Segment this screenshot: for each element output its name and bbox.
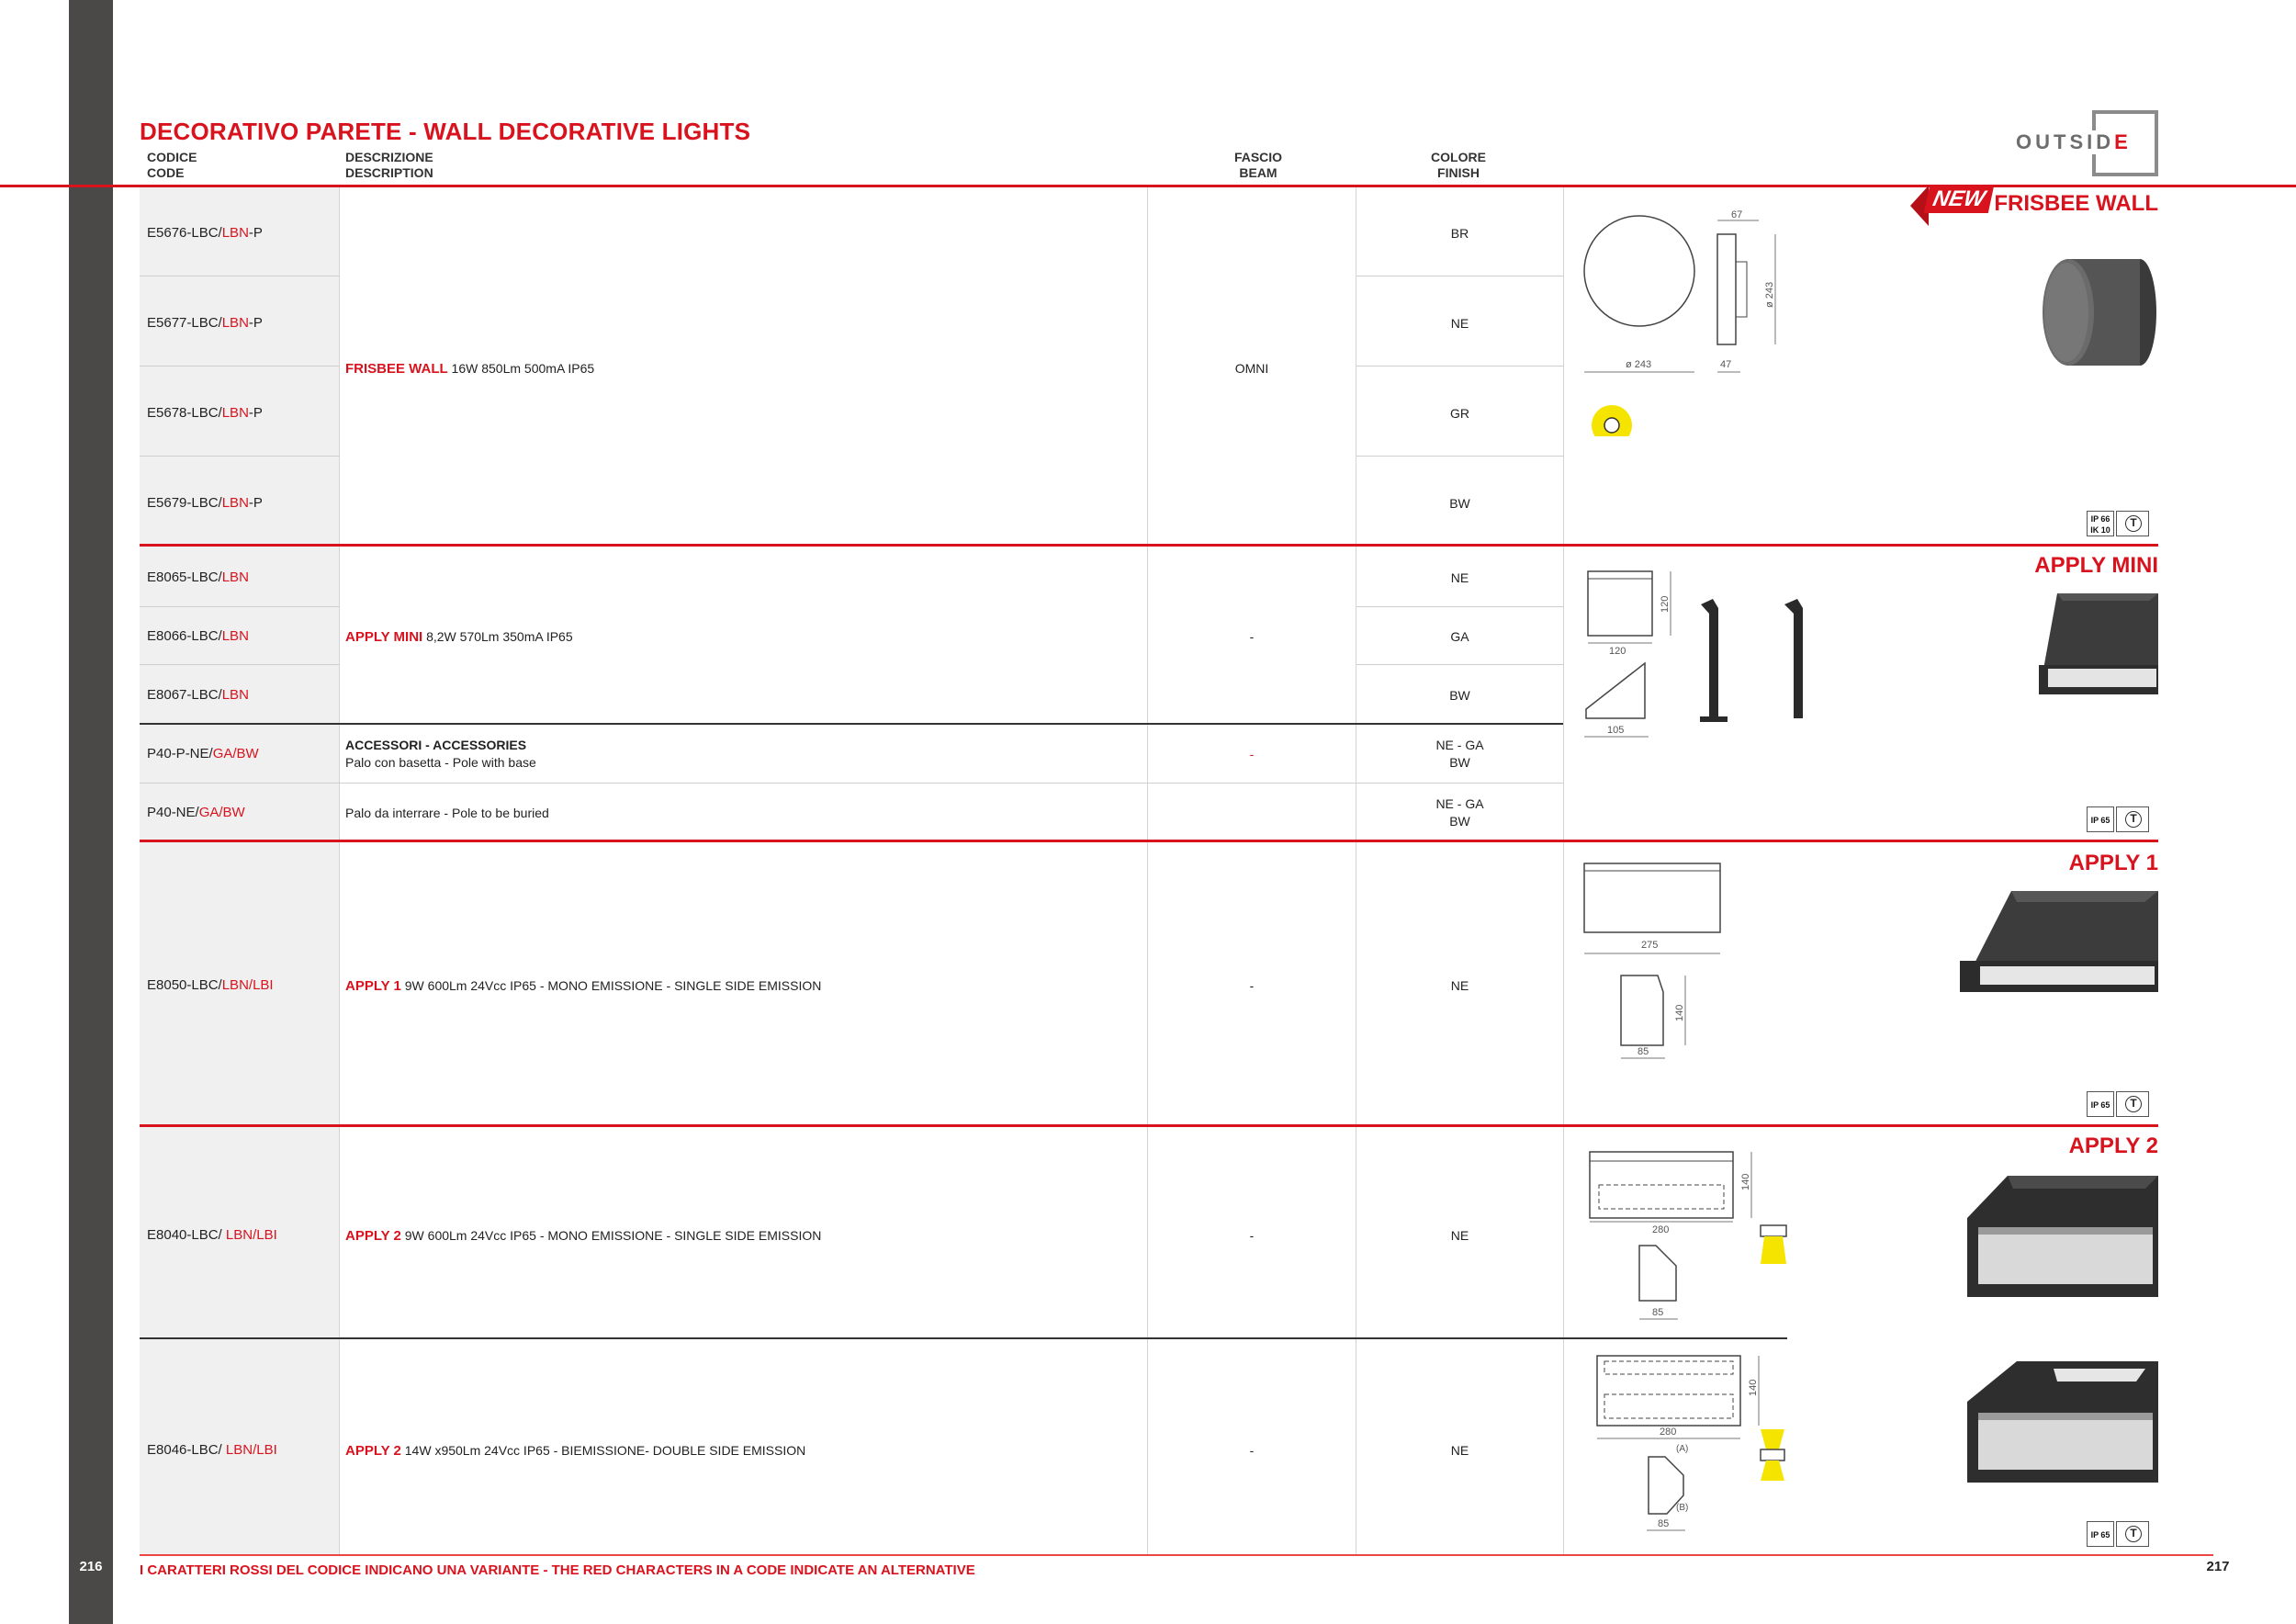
dimension-label: 140 (1748, 1379, 1759, 1396)
label-b: (B) (1676, 1503, 1689, 1513)
row-divider (140, 1337, 1787, 1339)
product-title-frisbee-wall: FRISBEE WALL (1994, 191, 2158, 216)
product-code: E5677-LBC/LBN-P (147, 315, 263, 331)
row-divider (1356, 456, 1564, 457)
accessories-header: ACCESSORI - ACCESSORIES (345, 738, 527, 752)
frisbee-technical-drawing (1575, 207, 1795, 436)
column-header-finish-en: FINISH (1437, 165, 1480, 180)
page-number-left: 216 (79, 1559, 103, 1574)
product-code: E8067-LBC/LBN (147, 687, 249, 703)
section-rule (140, 1124, 2158, 1127)
row-divider (140, 606, 340, 607)
column-header-beam-en: BEAM (1239, 165, 1277, 180)
dimension-label: 120 (1660, 595, 1671, 613)
apply-2-single-technical-drawing (1575, 1139, 1795, 1332)
row-divider (140, 456, 340, 457)
page-title: DECORATIVO PARETE - WALL DECORATIVE LIGHTS (140, 118, 751, 145)
row-divider (140, 366, 340, 367)
left-sidebar-strip (69, 0, 113, 1624)
finish-value: NE (1450, 570, 1469, 585)
badge-surface-temperature: T (2116, 1521, 2149, 1547)
dimension-label: 105 (1607, 725, 1625, 736)
column-header-description-it: DESCRIZIONE (345, 150, 433, 164)
dimension-label: ø 243 (1764, 281, 1775, 308)
emission-diagram (1761, 1429, 1784, 1449)
product-code: E5676-LBC/LBN-P (147, 225, 263, 241)
beam-value: - (1249, 1443, 1255, 1458)
product-title-apply-1: APPLY 1 (2068, 851, 2158, 875)
product-description: APPLY 2 14W x950Lm 24Vcc IP65 - BIEMISSIONE- DOUBLE SIDE EMISSION (345, 1443, 806, 1459)
row-divider (1356, 606, 1564, 607)
apply-2-double-technical-drawing (1575, 1348, 1795, 1541)
product-code: E5678-LBC/LBN-P (147, 405, 263, 421)
dimension-label: 120 (1609, 646, 1626, 657)
row-divider (140, 664, 340, 665)
badge-surface-temperature: T (2116, 806, 2149, 832)
product-code: E8066-LBC/LBN (147, 628, 249, 644)
accessory-description (345, 737, 536, 772)
row-divider (1356, 664, 1564, 665)
finish-value: NE - GA BW (1435, 796, 1484, 829)
grid-vline-desc (1147, 187, 1148, 1554)
accessories-divider (140, 723, 1563, 725)
footer-rule (140, 1554, 2213, 1556)
row-divider (140, 783, 1563, 784)
dimension-label: 280 (1652, 1224, 1670, 1235)
accessory-desc-pole-with-base: Palo con basetta - Pole with base (345, 755, 536, 770)
dimension-label: 67 (1731, 209, 1743, 220)
badge-surface-temperature: T (2116, 1091, 2149, 1117)
column-header-description (345, 150, 433, 181)
apply-2-double-product-photo (1962, 1352, 2160, 1490)
product-description: APPLY 1 9W 600Lm 24Vcc IP65 - MONO EMISSIONE - SINGLE SIDE EMISSION (345, 978, 822, 994)
row-divider (1356, 366, 1564, 367)
finish-value: BW (1449, 496, 1470, 511)
finish-value: BR (1450, 226, 1469, 241)
product-description: FRISBEE WALL 16W 850Lm 500mA IP65 (345, 361, 595, 377)
column-header-code-it: CODICE (147, 150, 197, 164)
dimension-label: 47 (1720, 359, 1732, 370)
section-rule (140, 840, 2158, 842)
finish-value: NE (1450, 1443, 1469, 1458)
badge-ip-rating: IP 65 (2087, 1521, 2114, 1547)
dimension-label: 85 (1658, 1518, 1670, 1529)
logo-text: OUTSIDE (2016, 130, 2135, 154)
beam-value: - (1249, 747, 1255, 761)
beam-value: - (1249, 978, 1255, 993)
apply-1-technical-drawing (1575, 854, 1759, 1066)
finish-value: NE (1450, 978, 1469, 993)
badge-ip-rating: IP 65 (2087, 1091, 2114, 1117)
grid-vline-code (339, 187, 340, 1554)
code-column-background (140, 187, 339, 1554)
beam-value: OMNI (1234, 361, 1269, 376)
grid-vline-finish (1563, 187, 1564, 1554)
product-code: E5679-LBC/LBN-P (147, 495, 263, 511)
finish-value: GA (1450, 629, 1469, 644)
apply-2-single-product-photo (1962, 1167, 2160, 1304)
beam-value: - (1249, 629, 1255, 644)
beam-value: - (1249, 1228, 1255, 1243)
badge-surface-temperature: T (2116, 511, 2149, 536)
frisbee-wall-product-photo (2039, 239, 2158, 395)
product-description: APPLY 2 9W 600Lm 24Vcc IP65 - MONO EMISSIONE - SINGLE SIDE EMISSION (345, 1228, 822, 1244)
product-title-apply-mini: APPLY MINI (2034, 553, 2158, 578)
product-code: E8040-LBC/ LBN/LBI (147, 1227, 277, 1243)
dimension-label: 275 (1641, 940, 1659, 951)
page-number-right: 217 (2206, 1559, 2230, 1574)
column-header-beam-it: FASCIO (1233, 150, 1283, 164)
product-code: E8050-LBC/LBN/LBI (147, 977, 274, 993)
product-title-apply-2: APPLY 2 (2068, 1133, 2158, 1158)
column-header-beam (1212, 150, 1304, 181)
badge-ip-rating: IP 66 IK 10 (2087, 511, 2114, 536)
emission-diagram (1761, 1236, 1786, 1264)
dimension-label: 85 (1652, 1307, 1664, 1318)
finish-value: NE - GA BW (1435, 738, 1484, 770)
dimension-label: ø 243 (1626, 359, 1652, 370)
product-code: E8046-LBC/ LBN/LBI (147, 1442, 277, 1458)
column-header-code (147, 150, 197, 181)
product-description: APPLY MINI 8,2W 570Lm 350mA IP65 (345, 629, 573, 645)
new-label: NEW (1924, 186, 1994, 213)
dimension-label: 280 (1660, 1427, 1677, 1438)
apply-1-product-photo (1956, 882, 2160, 1010)
section-rule (140, 544, 2158, 547)
outside-logo (2016, 110, 2158, 176)
accessory-desc-pole-to-bury: Palo da interrare - Pole to be buried (345, 806, 549, 820)
column-header-finish (1412, 150, 1504, 181)
footer-note: I CARATTERI ROSSI DEL CODICE INDICANO UNA VARIANTE - THE RED CHARACTERS IN A CODE INDICATE AN ALTERNATIVE (140, 1562, 975, 1578)
apply-mini-product-photo (2020, 584, 2160, 704)
column-header-finish-it: COLORE (1431, 150, 1486, 164)
apply-mini-technical-drawing (1575, 562, 1823, 755)
badge-ip-rating: IP 65 (2087, 806, 2114, 832)
dimension-label: 85 (1638, 1046, 1649, 1057)
column-header-description-en: DESCRIPTION (345, 165, 433, 180)
dimension-label: 140 (1674, 1004, 1685, 1021)
product-code: E8065-LBC/LBN (147, 570, 249, 585)
accessory-code: P40-NE/GA/BW (147, 805, 245, 820)
dimension-label: 140 (1740, 1173, 1751, 1190)
label-a: (A) (1676, 1444, 1689, 1454)
accessory-code: P40-P-NE/GA/BW (147, 746, 259, 761)
finish-value: GR (1450, 406, 1469, 421)
finish-value: BW (1449, 688, 1470, 703)
column-header-code-en: CODE (147, 165, 185, 180)
finish-value: NE (1450, 316, 1469, 331)
finish-value: NE (1450, 1228, 1469, 1243)
